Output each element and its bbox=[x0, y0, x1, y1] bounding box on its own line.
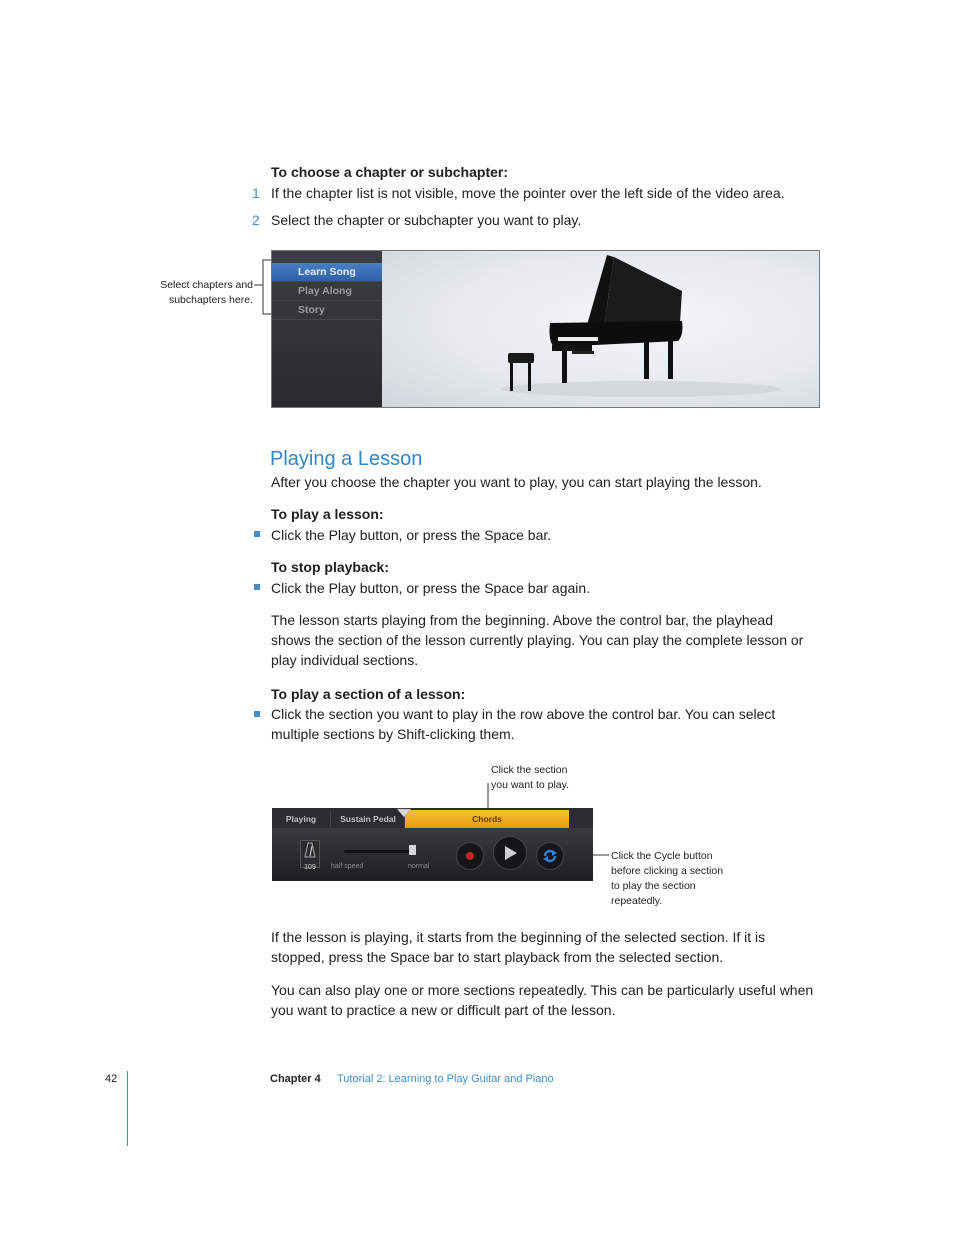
chapter-list-screenshot bbox=[271, 250, 820, 408]
step-text: If the chapter list is not visible, move the pointer over the left side of the video area. bbox=[271, 185, 785, 201]
task-heading-play: To play a lesson: bbox=[271, 506, 384, 522]
footer-chapter: Chapter 4 bbox=[270, 1073, 321, 1085]
paragraph-line: stopped, press the Space bar to start playback from the selected section. bbox=[271, 949, 724, 965]
intro-paragraph: After you choose the chapter you want to play, you can start playing the lesson. bbox=[271, 474, 762, 490]
chapter-item-story[interactable]: Story bbox=[272, 301, 382, 320]
footer-chapter-title: Tutorial 2: Learning to Play Guitar and Piano bbox=[337, 1073, 554, 1085]
bullet-marker bbox=[254, 584, 260, 590]
callout-line: subchapters here. bbox=[168, 294, 253, 306]
bullet-line: Click the section you want to play in the row above the control bar. You can select bbox=[271, 706, 776, 722]
control-bar bbox=[272, 828, 593, 881]
callout-line: before clicking a section bbox=[611, 865, 724, 877]
bullet-line: multiple sections by Shift-clicking them. bbox=[271, 726, 515, 742]
step-number: 1 bbox=[252, 185, 260, 201]
bullet-marker bbox=[254, 531, 260, 537]
bullet-marker bbox=[254, 711, 260, 717]
section-callout bbox=[491, 763, 569, 793]
section-playing[interactable]: Playing bbox=[272, 810, 331, 828]
speed-slider-thumb[interactable] bbox=[409, 845, 416, 855]
callout-line: to play the section bbox=[611, 880, 696, 892]
bullet-text: Click the Play button, or press the Space bar. bbox=[271, 527, 552, 543]
section-chords[interactable]: Chords bbox=[405, 810, 569, 828]
paragraph-line: You can also play one or more sections repeatedly. This can be particularly useful when bbox=[271, 982, 814, 998]
chapter-callout bbox=[140, 278, 253, 308]
playhead-paragraph bbox=[271, 610, 803, 670]
paragraph-line: shows the section of the lesson currently playing. You can play the complete lesson or bbox=[271, 632, 804, 648]
task-heading-stop: To stop playback: bbox=[271, 559, 389, 575]
grand-piano-image bbox=[382, 251, 819, 407]
tempo-value: 109 bbox=[304, 864, 316, 871]
step-number: 2 bbox=[252, 212, 260, 228]
selected-section-paragraph bbox=[271, 927, 765, 967]
speed-slider-track[interactable] bbox=[344, 850, 416, 853]
repeat-paragraph bbox=[271, 980, 813, 1020]
paragraph-line: If the lesson is playing, it starts from the beginning of the selected section. If it is bbox=[271, 929, 766, 945]
callout-line: Click the section bbox=[491, 764, 568, 776]
task-heading-section: To play a section of a lesson: bbox=[271, 686, 466, 702]
cycle-button[interactable] bbox=[536, 842, 564, 870]
callout-line: Click the Cycle button bbox=[611, 850, 713, 862]
section-row bbox=[272, 808, 593, 828]
cycle-icon bbox=[542, 848, 558, 864]
playhead-icon[interactable] bbox=[396, 808, 412, 818]
play-icon bbox=[504, 845, 518, 861]
metronome-icon[interactable] bbox=[300, 840, 320, 871]
chapter-item-learn-song[interactable]: Learn Song bbox=[272, 263, 382, 282]
callout-line: Select chapters and bbox=[160, 279, 253, 291]
play-button[interactable] bbox=[493, 836, 527, 870]
footer-rule bbox=[127, 1071, 128, 1146]
callout-line: repeatedly. bbox=[611, 895, 663, 907]
page-number: 42 bbox=[105, 1073, 118, 1085]
section-sustain-pedal[interactable]: Sustain Pedal bbox=[332, 810, 405, 828]
task-heading-choose-chapter: To choose a chapter or subchapter: bbox=[271, 164, 509, 180]
paragraph-line: you want to practice a new or difficult part of the lesson. bbox=[271, 1002, 616, 1018]
speed-label-normal: normal bbox=[408, 863, 430, 870]
paragraph-line: The lesson starts playing from the beginning. Above the control bar, the playhead bbox=[271, 612, 773, 628]
video-area bbox=[382, 251, 819, 407]
section-title: Playing a Lesson bbox=[270, 448, 423, 470]
speed-label-half: half speed bbox=[331, 863, 364, 870]
step-text: Select the chapter or subchapter you want to play. bbox=[271, 212, 582, 228]
control-bar-screenshot bbox=[272, 808, 593, 881]
chapter-list-panel bbox=[272, 251, 382, 407]
cycle-callout bbox=[611, 849, 723, 909]
chapter-item-play-along[interactable]: Play Along bbox=[272, 282, 382, 301]
record-icon bbox=[466, 852, 474, 860]
bullet-text: Click the Play button, or press the Space bar again. bbox=[271, 580, 591, 596]
callout-line: you want to play. bbox=[491, 779, 570, 791]
bullet-text bbox=[271, 704, 775, 744]
paragraph-line: play individual sections. bbox=[271, 652, 419, 668]
record-button[interactable] bbox=[456, 842, 484, 870]
